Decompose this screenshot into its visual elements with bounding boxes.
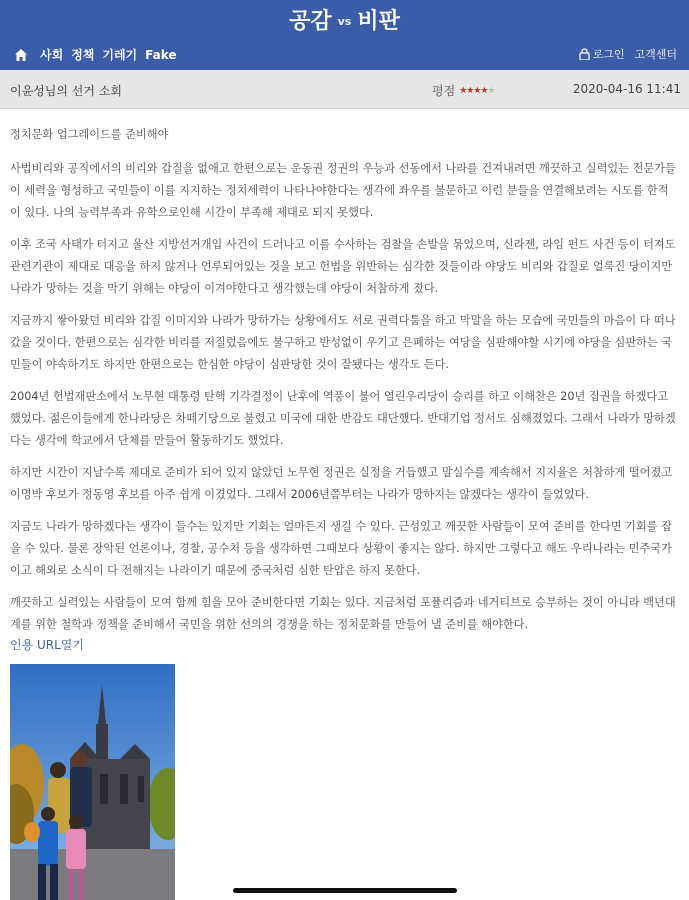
brand-logo[interactable] — [0, 8, 689, 36]
article-photo[interactable] — [10, 664, 175, 900]
home-indicator[interactable] — [233, 888, 457, 893]
lock-icon — [579, 48, 590, 60]
star-icon: ★ — [459, 85, 467, 96]
support-link[interactable]: 고객센터 — [634, 48, 677, 61]
star-icon: ★ — [487, 85, 495, 96]
article-paragraph: 깨끗하고 실력있는 사람들이 모여 함께 힘을 모아 준비한다면 기회는 있다. 지금처럼 포퓰리즘과 네거티브로 승부하는 것이 아니라 백년대계를 위한 철학과 정책을 준비해서 국민을 위한 선의의 경쟁을 하는 정치문화를 만들어 낼 준비를 해야한다. — [10, 596, 676, 631]
nav-item-fake[interactable]: Fake — [145, 47, 177, 62]
nav-item-policy[interactable]: 정책 — [71, 48, 95, 62]
main-nav — [14, 46, 177, 63]
article-paragraph: 지금도 나라가 망하겠다는 생각이 들수는 있지만 기회는 얼마든지 생길 수 있다. 근성있고 깨끗한 사람들이 모여 준비를 한다면 기회를 잡을 수 있다. 물론 장악된 언론이나, 경찰, 공수처 등을 생각하면 그때보다 상황이 좋지는 않다. 하지만 그렇다고 해도 우리나라는 민주국가이고 해외로 소식이 다 전해지는 나라이기 때문에 중국처럼 심한 탄압은 하지 못한다. — [10, 520, 672, 577]
article-paragraph: 하지만 시간이 지날수록 제대로 준비가 되어 있지 않았던 노무현 정권은 실정을 거듭했고 말실수를 계속해서 지지율은 처참하게 떨어졌고 이명박 후보가 정동영 후보를 아주 쉽게 이겼었다. 그래서 2006년쯤부터는 나라가 망하지는 않겠다는 생각이 들었었다. — [10, 466, 673, 501]
open-url-link[interactable]: 인용 URL열기 — [10, 638, 84, 652]
article-paragraph: 2004년 헌법재판소에서 노무현 대통령 탄핵 기각결정이 난후에 역풍이 불어 열린우리당이 승리를 하고 이해찬은 20년 집권을 하겠다고 했었다. 젊은이들에게 한나라당은 차떼기당으로 불렸고 미국에 대한 반감도 대단했다. 반대기업 정서도 심해졌었다. 그래서 나라가 망하겠다는 생각에 학교에서 단체를 만들어 활동하기도 했었다. — [10, 390, 676, 447]
article-paragraph: 사법비리와 공직에서의 비리와 갑질을 없애고 한편으로는 운동권 정권의 우능과 선동에서 나라를 건져내려면 깨끗하고 실력있는 전문가들이 세력을 형성하고 국민들이 이를 지지하는 정치세력이 나타나야한다는 생각에 좌우를 불문하고 이런 분들을 연결해보려는 시도를 한적이 있다. 나의 능력부족과 유학으로인해 시간이 부족해 제대로 되지 못했다. — [10, 162, 676, 219]
rating-stars — [459, 86, 494, 96]
post-title-bar — [0, 70, 689, 109]
brand-vs-text: vs — [337, 15, 352, 28]
star-icon: ★ — [473, 85, 481, 96]
brand-left-text: 공감 — [289, 9, 332, 34]
brand-right-text: 비판 — [357, 9, 400, 34]
article-paragraph: 이후 조국 사태가 터지고 울산 지방선거개입 사건이 드러나고 이를 수사하는 검찰을 손발을 묶었으며, 신라젠, 라임 펀드 사건 등이 터져도 관련기관이 제대로 대응을 하지 않거나 언루되어있는 것을 보고 헌법을 위반하는 심각한 것들이라 야당도 비리와 갑질로 얼룩진 당이지만 나라가 망하는 것을 막기 위해는 야당이 이겨야한다고 생각했는데 야당이 처참하게 졌다. — [10, 238, 676, 295]
nav-item-giregi[interactable]: 기레기 — [102, 48, 138, 62]
article-paragraph: 지금까지 쌓아왔던 비리와 갑질 이미지와 나라가 망하가는 상황에서도 서로 권력다툼을 하고 막말을 하는 모습에 국민들의 마음이 다 떠나갔을 것이다. 한편으로는 심각한 비리를 저질렀음에도 불구하고 반성없이 우기고 은폐하는 여당을 심판해야할 시기에 야당을 심판하는 국민들이 야속하기도 하지만 한편으로는 한심한 야당이 심판당한 것이 잘됐다는 생각도 든다. — [10, 314, 676, 371]
article-lead: 정치문화 업그레이드를 준비해야 — [10, 128, 169, 141]
top-header — [0, 0, 689, 70]
login-link[interactable] — [579, 46, 625, 62]
post-date: 2020-04-16 11:41 — [572, 82, 681, 96]
star-icon: ★ — [480, 85, 488, 96]
post-title: 이윤성님의 선거 소회 — [10, 84, 122, 98]
rating-label: 평점 — [432, 84, 456, 98]
utility-links — [579, 46, 677, 62]
post-rating — [432, 82, 495, 99]
home-icon[interactable] — [14, 48, 28, 62]
nav-item-society[interactable]: 사회 — [40, 48, 64, 62]
login-label: 로그인 — [592, 48, 625, 61]
article-body — [10, 124, 676, 646]
star-icon: ★ — [466, 85, 474, 96]
